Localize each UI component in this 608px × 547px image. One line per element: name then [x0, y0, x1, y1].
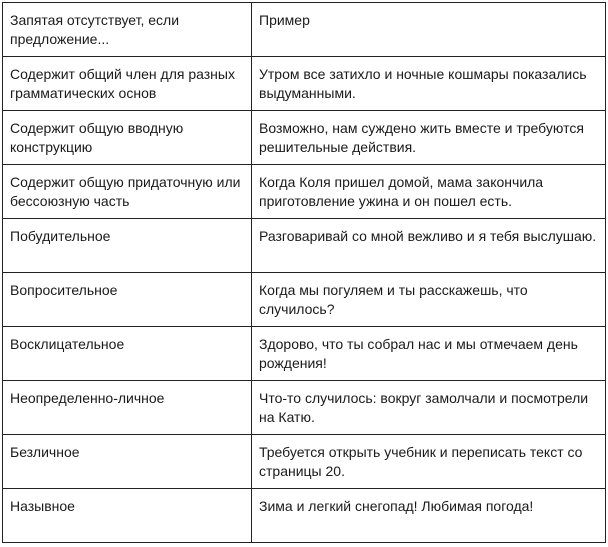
condition-cell: Назывное [3, 489, 252, 543]
example-cell: Здорово, что ты собрал нас и мы отмечаем день рождения! [252, 327, 606, 381]
example-cell: Зима и легкий снегопад! Любимая погода! [252, 489, 606, 543]
example-cell: Возможно, нам суждено жить вместе и требуются решительные действия. [252, 111, 606, 165]
example-cell: Утром все затихло и ночные кошмары показались выдуманными. [252, 57, 606, 111]
example-cell: Требуется открыть учебник и переписать текст со страницы 20. [252, 435, 606, 489]
condition-cell: Неопределенно-личное [3, 381, 252, 435]
punctuation-rules-table [2, 2, 606, 543]
table-row [3, 165, 606, 219]
condition-cell: Побудительное [3, 219, 252, 273]
header-condition-cell: Запятая отсутствует, если предложение... [3, 3, 252, 57]
table-row [3, 219, 606, 273]
condition-cell: Безличное [3, 435, 252, 489]
table-row [3, 57, 606, 111]
table-row [3, 111, 606, 165]
table-row [3, 435, 606, 489]
condition-cell: Восклицательное [3, 327, 252, 381]
table-row [3, 327, 606, 381]
condition-cell: Содержит общую придаточную или бессоюзную часть [3, 165, 252, 219]
table-row [3, 489, 606, 543]
table-header-row [3, 3, 606, 57]
example-cell: Когда мы погуляем и ты расскажешь, что случилось? [252, 273, 606, 327]
example-cell: Когда Коля пришел домой, мама закончила приготовление ужина и он пошел есть. [252, 165, 606, 219]
condition-cell: Содержит общий член для разных грамматических основ [3, 57, 252, 111]
table-row [3, 381, 606, 435]
example-cell: Разговаривай со мной вежливо и я тебя выслушаю. [252, 219, 606, 273]
header-example-cell: Пример [252, 3, 606, 57]
condition-cell: Вопросительное [3, 273, 252, 327]
condition-cell: Содержит общую вводную конструкцию [3, 111, 252, 165]
table-row [3, 273, 606, 327]
example-cell: Что-то случилось: вокруг замолчали и посмотрели на Катю. [252, 381, 606, 435]
